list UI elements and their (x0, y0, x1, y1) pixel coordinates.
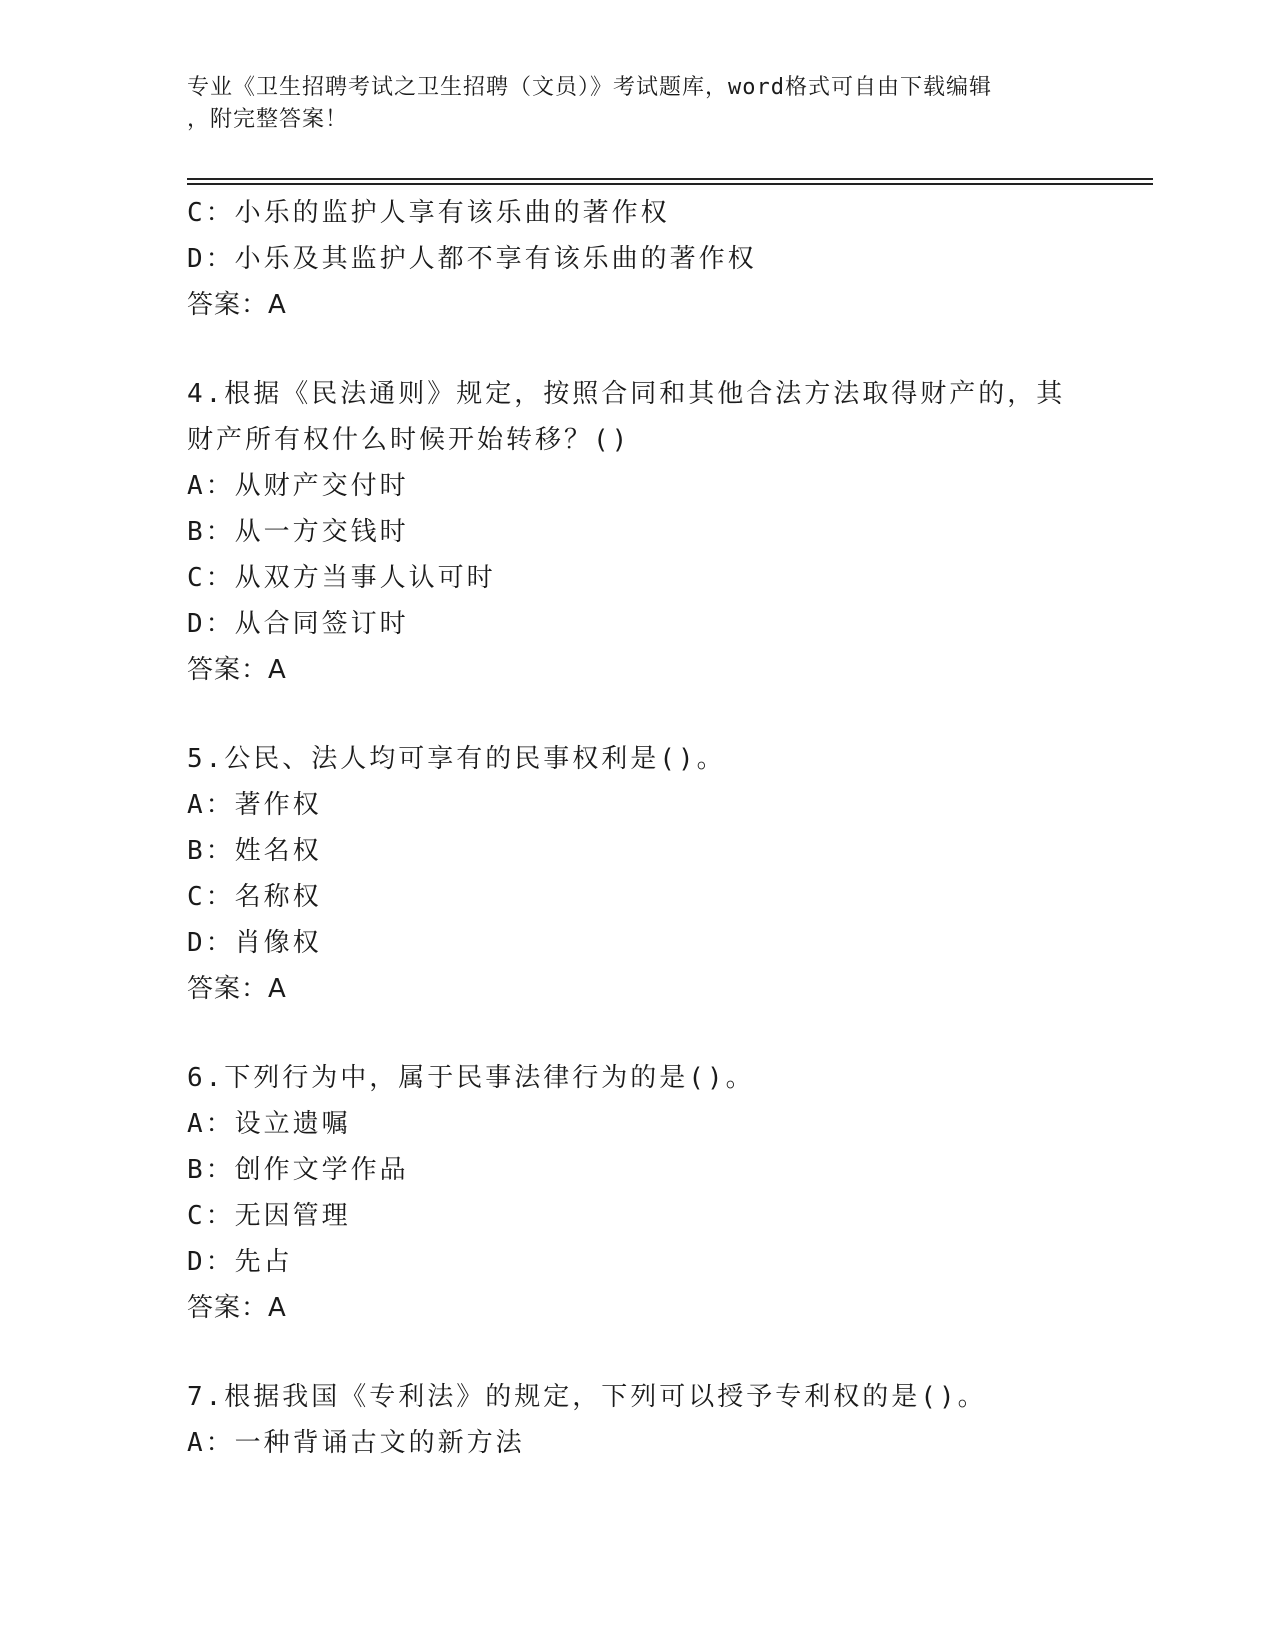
spacer (187, 1012, 1087, 1055)
question-4 (187, 371, 1087, 693)
question-stem: 5.公民、法人均可享有的民事权利是()。 (187, 744, 726, 774)
question-7 (187, 1374, 1087, 1466)
option-b: B：从一方交钱时 (187, 517, 409, 547)
header-line-2: ，附完整答案！ (187, 107, 349, 132)
option-b: B：姓名权 (187, 836, 322, 866)
option-a: A：从财产交付时 (187, 471, 409, 501)
document-header (187, 72, 1087, 136)
spacer (187, 1331, 1087, 1374)
option-d: D：小乐及其监护人都不享有该乐曲的著作权 (187, 244, 757, 274)
question-stem: 6.下列行为中，属于民事法律行为的是()。 (187, 1063, 755, 1093)
option-a: A：设立遗嘱 (187, 1109, 351, 1139)
option-d: D：先占 (187, 1247, 293, 1277)
option-b: B：创作文学作品 (187, 1155, 409, 1185)
option-a: A：著作权 (187, 790, 322, 820)
option-c: C：名称权 (187, 882, 322, 912)
option-c: C：从双方当事人认可时 (187, 563, 496, 593)
answer: 答案：A (187, 655, 287, 685)
question-stem: 7.根据我国《专利法》的规定，下列可以授予专利权的是()。 (187, 1382, 987, 1412)
answer: 答案：A (187, 290, 287, 320)
spacer (187, 693, 1087, 736)
header-rule-bottom (187, 183, 1153, 185)
answer: 答案：A (187, 974, 287, 1004)
question-stem-continued: 财产所有权什么时候开始转移？() (187, 425, 631, 455)
option-d: D：从合同签订时 (187, 609, 409, 639)
header-rule-top (187, 178, 1153, 180)
question-6 (187, 1055, 1087, 1331)
spacer (187, 328, 1087, 371)
question-5 (187, 736, 1087, 1012)
question-3 (187, 190, 1087, 328)
option-d: D：肖像权 (187, 928, 322, 958)
answer: 答案：A (187, 1293, 287, 1323)
question-list (187, 190, 1087, 1466)
question-stem: 4.根据《民法通则》规定，按照合同和其他合法方法取得财产的，其 (187, 379, 1066, 409)
header-line-1: 专业《卫生招聘考试之卫生招聘（文员）》考试题库，word格式可自由下载编辑 (187, 75, 992, 100)
option-c: C：无因管理 (187, 1201, 351, 1231)
option-c: C：小乐的监护人享有该乐曲的著作权 (187, 198, 670, 228)
option-a: A：一种背诵古文的新方法 (187, 1428, 525, 1458)
